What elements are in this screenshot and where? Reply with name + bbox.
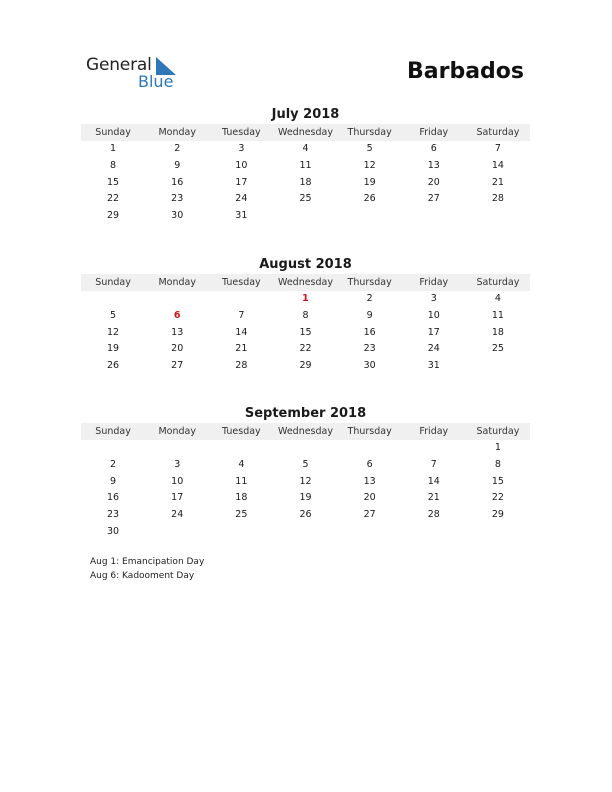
weekday-label: Thursday xyxy=(347,127,392,138)
empty-day-cell xyxy=(81,291,145,308)
day-cell: 24 xyxy=(171,509,184,521)
day-cell: 29 xyxy=(491,509,504,521)
week-row xyxy=(81,291,530,308)
day-cell: 10 xyxy=(235,159,248,171)
day-cell: 6 xyxy=(173,309,181,321)
week-row xyxy=(81,175,530,192)
brand-word-blue: Blue xyxy=(138,72,174,91)
day-cell: 6 xyxy=(366,458,373,470)
day-cell: 17 xyxy=(171,492,184,504)
empty-day-cell xyxy=(402,440,466,457)
brand-word-general: General xyxy=(86,55,152,75)
empty-day-cell xyxy=(209,291,273,308)
week-row xyxy=(81,490,530,507)
week-row xyxy=(81,158,530,175)
empty-day-cell xyxy=(145,440,209,457)
day-cell: 8 xyxy=(110,159,117,171)
month-title: July 2018 xyxy=(271,107,340,122)
weekday-label: Monday xyxy=(158,277,196,288)
calendar-month-august xyxy=(81,255,530,375)
empty-day-cell xyxy=(466,208,530,225)
day-cell: 20 xyxy=(427,176,440,188)
day-cell: 26 xyxy=(107,360,120,372)
day-cell: 19 xyxy=(363,176,376,188)
month-title: September 2018 xyxy=(244,406,367,421)
day-cell: 23 xyxy=(363,343,376,355)
day-cell: 9 xyxy=(110,475,117,487)
weekday-label: Saturday xyxy=(476,426,520,437)
day-cell: 12 xyxy=(299,475,312,487)
weekday-label: Monday xyxy=(158,426,196,437)
weekday-label: Tuesday xyxy=(222,127,261,138)
day-cell: 13 xyxy=(363,475,376,487)
weekday-header xyxy=(81,274,530,291)
day-cell: 26 xyxy=(363,193,376,205)
weekday-label: Wednesday xyxy=(277,127,333,138)
day-cell: 22 xyxy=(299,343,312,355)
day-cell: 15 xyxy=(107,176,120,188)
empty-day-cell xyxy=(273,524,337,541)
day-cell: 8 xyxy=(302,309,309,321)
country-title: Barbados xyxy=(406,59,524,84)
weekday-label: Friday xyxy=(419,127,449,138)
weekday-label: Tuesday xyxy=(222,277,261,288)
holiday-entry: Aug 6: Kadooment Day xyxy=(90,571,195,581)
day-cell: 31 xyxy=(427,360,440,372)
empty-day-cell xyxy=(209,440,273,457)
empty-day-cell xyxy=(402,208,466,225)
day-cell: 3 xyxy=(238,143,245,154)
day-cell: 28 xyxy=(427,509,440,521)
weekday-label: Friday xyxy=(419,277,449,288)
week-row xyxy=(81,358,530,375)
day-cell: 24 xyxy=(235,193,248,205)
week-row xyxy=(81,308,530,325)
day-cell: 18 xyxy=(299,176,312,188)
month-title: August 2018 xyxy=(259,257,352,272)
day-cell: 9 xyxy=(366,309,373,321)
day-cell: 7 xyxy=(430,458,437,470)
day-cell: 31 xyxy=(235,210,248,222)
week-row xyxy=(81,141,530,158)
day-cell: 21 xyxy=(235,343,248,355)
empty-day-cell xyxy=(338,524,402,541)
day-cell: 11 xyxy=(491,309,504,321)
day-cell: 15 xyxy=(299,326,312,338)
day-cell: 3 xyxy=(174,458,181,470)
empty-day-cell xyxy=(466,524,530,541)
day-cell: 16 xyxy=(107,492,120,504)
day-cell: 26 xyxy=(299,509,312,521)
day-cell: 11 xyxy=(235,475,248,487)
day-cell: 22 xyxy=(107,193,120,205)
weekday-label: Sunday xyxy=(95,127,131,138)
day-cell: 30 xyxy=(171,210,184,222)
empty-day-cell xyxy=(273,440,337,457)
day-cell: 9 xyxy=(174,159,181,171)
week-row xyxy=(81,474,530,491)
week-row xyxy=(81,440,530,457)
week-row xyxy=(81,524,530,541)
day-cell: 11 xyxy=(299,159,312,171)
empty-day-cell xyxy=(273,208,337,225)
day-cell: 29 xyxy=(107,210,120,222)
holiday-entry: Aug 1: Emancipation Day xyxy=(90,557,205,567)
week-row xyxy=(81,325,530,342)
week-row xyxy=(81,191,530,208)
day-cell: 27 xyxy=(171,360,184,372)
day-cell: 23 xyxy=(107,509,120,521)
weekday-label: Thursday xyxy=(347,277,392,288)
calendar-month-september xyxy=(81,404,530,541)
day-cell: 30 xyxy=(107,525,120,537)
weekday-header xyxy=(81,124,530,141)
day-cell: 29 xyxy=(299,360,312,372)
day-cell: 19 xyxy=(107,343,120,355)
day-cell: 14 xyxy=(427,475,440,487)
day-cell: 8 xyxy=(494,458,501,470)
weekday-label: Sunday xyxy=(95,426,131,437)
day-cell: 25 xyxy=(235,509,248,521)
weekday-header xyxy=(81,423,530,440)
weekday-label: Wednesday xyxy=(277,277,333,288)
day-cell: 22 xyxy=(491,492,504,504)
day-cell: 4 xyxy=(302,143,309,154)
day-cell: 17 xyxy=(235,176,248,188)
day-cell: 21 xyxy=(491,176,504,188)
day-cell: 7 xyxy=(238,309,245,321)
day-cell: 28 xyxy=(235,360,248,372)
empty-day-cell xyxy=(338,208,402,225)
week-row xyxy=(81,208,530,225)
day-cell: 18 xyxy=(235,492,248,504)
weekday-label: Wednesday xyxy=(277,426,333,437)
day-cell: 1 xyxy=(110,143,117,154)
day-cell: 13 xyxy=(171,326,184,338)
day-cell: 25 xyxy=(491,343,504,355)
day-cell: 10 xyxy=(171,475,184,487)
day-cell: 1 xyxy=(494,442,501,453)
week-row xyxy=(81,457,530,474)
day-cell: 19 xyxy=(299,492,312,504)
day-cell: 1 xyxy=(302,293,309,304)
calendar-month-july xyxy=(81,105,530,225)
weekday-label: Saturday xyxy=(476,277,520,288)
day-cell: 6 xyxy=(430,143,437,154)
day-cell: 16 xyxy=(171,176,184,188)
day-cell: 5 xyxy=(302,458,309,470)
day-cell: 20 xyxy=(171,343,184,355)
day-cell: 3 xyxy=(430,293,437,304)
day-cell: 27 xyxy=(427,193,440,205)
day-cell: 27 xyxy=(363,509,376,521)
day-cell: 7 xyxy=(494,143,501,154)
day-cell: 20 xyxy=(363,492,376,504)
day-cell: 12 xyxy=(363,159,376,171)
empty-day-cell xyxy=(145,291,209,308)
holiday-list xyxy=(90,555,204,583)
day-cell: 4 xyxy=(238,458,245,470)
brand-logo xyxy=(86,55,186,95)
day-cell: 5 xyxy=(110,309,117,321)
day-cell: 13 xyxy=(427,159,440,171)
weekday-label: Saturday xyxy=(476,127,520,138)
day-cell: 14 xyxy=(491,159,504,171)
weekday-label: Thursday xyxy=(347,426,392,437)
weekday-label: Friday xyxy=(419,426,449,437)
day-cell: 12 xyxy=(107,326,120,338)
day-cell: 2 xyxy=(366,293,373,304)
empty-day-cell xyxy=(145,524,209,541)
empty-day-cell xyxy=(81,440,145,457)
day-cell: 14 xyxy=(235,326,248,338)
week-row xyxy=(81,507,530,524)
empty-day-cell xyxy=(466,358,530,375)
day-cell: 21 xyxy=(427,492,440,504)
day-cell: 2 xyxy=(174,143,181,154)
day-cell: 15 xyxy=(491,475,504,487)
day-cell: 23 xyxy=(171,193,184,205)
day-cell: 16 xyxy=(363,326,376,338)
week-row xyxy=(81,341,530,358)
day-cell: 5 xyxy=(366,143,373,154)
empty-day-cell xyxy=(209,524,273,541)
day-cell: 17 xyxy=(427,326,440,338)
day-cell: 4 xyxy=(494,293,501,304)
empty-day-cell xyxy=(338,440,402,457)
day-cell: 18 xyxy=(491,326,504,338)
day-cell: 2 xyxy=(110,458,117,470)
day-cell: 28 xyxy=(491,193,504,205)
day-cell: 10 xyxy=(427,309,440,321)
day-cell: 30 xyxy=(363,360,376,372)
empty-day-cell xyxy=(402,524,466,541)
weekday-label: Sunday xyxy=(95,277,131,288)
weekday-label: Monday xyxy=(158,127,196,138)
day-cell: 25 xyxy=(299,193,312,205)
weekday-label: Tuesday xyxy=(222,426,261,437)
day-cell: 24 xyxy=(427,343,440,355)
